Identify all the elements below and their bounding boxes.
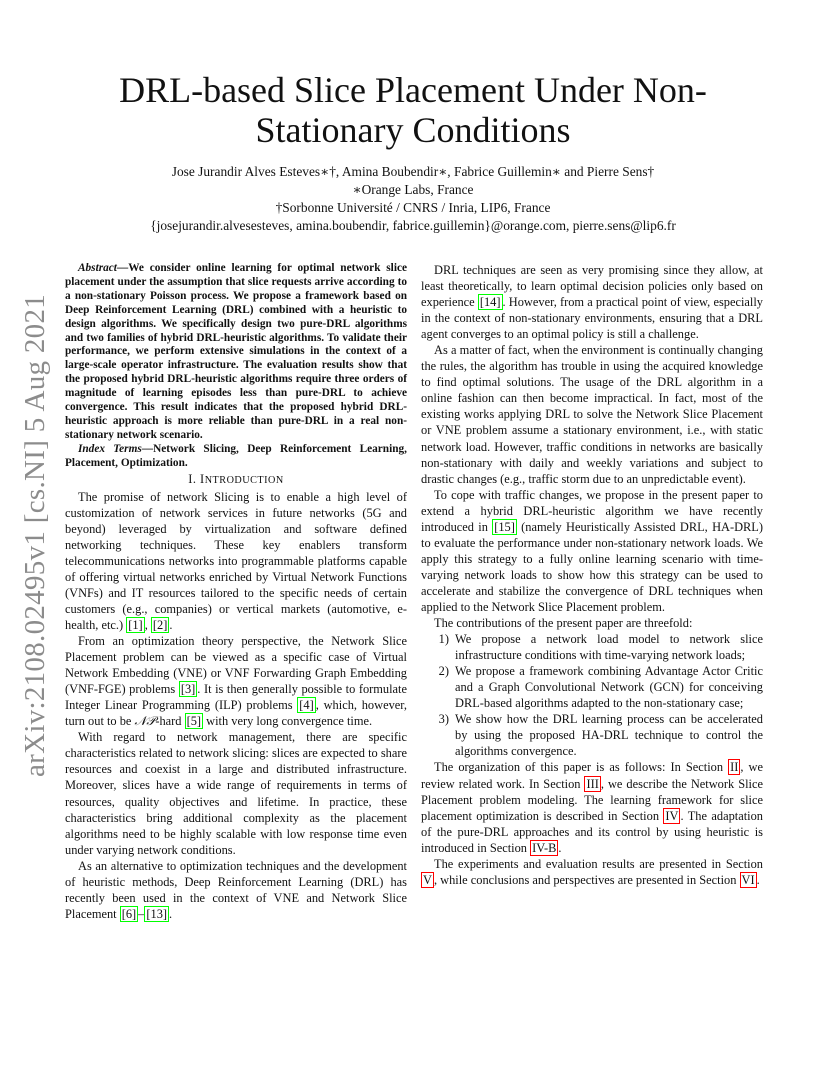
contributions-intro: The contributions of the present paper are threefold: (434, 616, 693, 631)
list-number: 1) (438, 632, 449, 647)
section-heading-introduction (65, 471, 407, 489)
text: with very long convergence time. (203, 714, 373, 729)
right-column (421, 262, 763, 888)
list-number: 3) (438, 712, 449, 727)
text: DRL techniques are seen as very promising since they allow, at least theoretically, to learn optimal decision policies only based on experience (421, 263, 763, 310)
author-emails: {josejurandir.alvesesteves, amina.boubendir, fabrice.guillemin}@orange.com, pierre.sens@lip6.fr (150, 218, 676, 233)
list-text: We propose a network load model to network slice infrastructure conditions with time-varying network loads; (455, 632, 763, 663)
intro-paragraph-1 (65, 489, 407, 633)
index-terms (65, 443, 407, 471)
text: As an alternative to optimization techniques and the development of heuristic methods, Deep Reinforcement Learning (DRL) has recently been used in the context of VNE and Network Slice Placement (65, 858, 407, 921)
abstract (65, 262, 407, 443)
arxiv-stamp-text: arXiv:2108.02495v1 [cs.NI] 5 Aug 2021 (19, 293, 52, 777)
citation-link[interactable]: [1] (128, 618, 143, 633)
organization-paragraph (421, 759, 763, 855)
text: . (169, 906, 173, 921)
citation-link[interactable]: [13] (146, 906, 168, 921)
text: (namely Heuristically Assisted DRL, HA-DRL) to evaluate the performance under non-stationary network loads. We apply this strategy to a fully online learning scenario with time-varying network loads to show how this strategy can be used to accelerate and stabilize the convergence of DRL techniques when applied to the Network Slice Placement problem. (421, 519, 763, 614)
list-number: 2) (438, 664, 449, 679)
np-symbol: 𝒩𝒫 (134, 714, 156, 729)
text: From an optimization theory perspective, the Network Slice Placement problem can be viewed as a specific case of Virtual Network Embedding (VNE) or VNF Forwarding Graph Embedding (VNF-FGE) problems (65, 634, 407, 697)
author-block (65, 163, 761, 235)
section-number: I. (188, 471, 201, 486)
affiliation-orange: ∗Orange Labs, France (352, 182, 474, 197)
paper-title: DRL-based Slice Placement Under Non-Stationary Conditions (119, 70, 707, 150)
list-item (421, 631, 763, 663)
section-title-rest: NTRODUCTION (204, 474, 284, 486)
list-text: We show how the DRL learning process can be accelerated by using the proposed HA-DRL technique to control the algorithms convergence. (455, 712, 763, 759)
text: . (169, 618, 173, 633)
intro-paragraph-7 (421, 487, 763, 615)
affiliation-sorbonne: †Sorbonne Université / CNRS / Inria, LIP6, France (275, 200, 551, 215)
text: , we describe the Network Slice Placement problem modeling. The learning framework for slice placement optimization is described in Section (421, 776, 763, 823)
text: . The adaptation of the pure-DRL approaches and its control by using heuristic is introduced in Section (421, 808, 763, 855)
citation-link[interactable]: [2] (152, 618, 168, 633)
text: , which, however, turn out to be (65, 698, 407, 729)
index-terms-label: Index Terms (78, 442, 142, 455)
abstract-label: Abstract (78, 262, 117, 274)
section-initial: I (200, 471, 205, 486)
contributions-list (421, 631, 763, 759)
author-names: Jose Jurandir Alves Esteves∗†, Amina Boubendir∗, Fabrice Guillemin∗ and Pierre Sens† (171, 164, 655, 179)
citation-link[interactable]: [14] (479, 295, 501, 310)
index-terms-text: —Network Slicing, Deep Reinforcement Learning, Placement, Optimization. (65, 442, 407, 469)
intro-paragraph-4 (65, 858, 407, 922)
section-link[interactable]: III (586, 776, 599, 791)
citation-link[interactable]: [4] (299, 698, 314, 713)
left-column (65, 262, 407, 922)
text: To cope with traffic changes, we propose in the present paper to extend a hybrid DRL-heuristic algorithm we have recently introduced in (421, 487, 763, 534)
text: The experiments and evaluation results are presented in Section (434, 856, 763, 871)
text: – (138, 906, 145, 921)
section-link[interactable]: II (730, 760, 739, 775)
abstract-text: —We consider online learning for optimal network slice placement under the assumption that slice requests arrive according to a non-stationary Poisson process. We propose a framework based on Deep Reinforcement Learning (DRL) combined with a heuristic to design algorithms. We specifically design two pure-DRL algorithms and two families of hybrid DRL-heuristic algorithms. To validate their performance, we perform extensive simulations in the context of a large-scale operator infrastructure. The evaluation results show that the proposed hybrid DRL-heuristic algorithms require three orders of magnitude of learning episodes less than pure-DRL to achieve convergence. This result indicates that the proposed hybrid DRL-heuristic approach is more reliable than pure-DRL in a real non-stationary network scenario. (65, 262, 407, 441)
text: . (558, 840, 562, 855)
text: . It is then generally possible to formulate Integer Linear Programming (ILP) problems (65, 682, 407, 713)
citation-link[interactable]: [5] (186, 714, 202, 729)
experiments-paragraph (421, 856, 763, 888)
text: The promise of network Slicing is to enable a high level of customization of network services in future networks (5G and beyond) leveraged by virtualization and software defined networking techniques. These key enablers transform telecommunications networks into programmable platforms capable of offering virtual networks enriched by Virtual Network Functions (VNFs) and IT resources tailored to the specific needs of certain customers (e.g., companies) or vertical markets (automotive, e-health, etc.) (65, 489, 407, 633)
text: . (756, 872, 760, 887)
arxiv-stamp (12, 293, 60, 777)
citation-link[interactable]: [3] (180, 682, 196, 697)
section-link[interactable]: IV (665, 808, 679, 823)
intro-paragraph-6: As a matter of fact, when the environment is continually changing the rules, the algorithm has trouble in using the acquired knowledge to find optimal solutions. The usage of the DRL algorithm in a online fashion can then become impractical. In fact, most of the existing works applying DRL to solve the Network Slice Placement or VNE problem assume a stationary environment, i.e., with static network load. However, traffic conditions in networks are basically non-stationary with daily and weekly variations and subject to drastic changes (e.g., traffic storm due to an unpredictable event). (421, 343, 763, 486)
section-link[interactable]: VI (741, 872, 755, 887)
intro-paragraph-2 (65, 633, 407, 729)
intro-paragraph-5 (421, 262, 763, 342)
section-link[interactable]: V (423, 872, 432, 887)
text: -hard (155, 714, 185, 729)
text: The organization of this paper is as follows: In Section (434, 760, 729, 775)
citation-link[interactable]: [6] (121, 906, 137, 921)
list-item (421, 663, 763, 711)
text: , (144, 618, 151, 633)
list-text: We propose a framework combining Advantage Actor Critic and a Graph Convolutional Network (GCN) for conceiving DRL-based algorithms adapted to the non-stationary case; (455, 664, 763, 711)
section-link[interactable]: IV-B (532, 840, 557, 855)
text: , we review related work. In Section (421, 760, 763, 791)
text: , while conclusions and perspectives are presented in Section (433, 872, 740, 887)
intro-paragraph-3: With regard to network management, there are specific characteristics related to network slicing: slices are expected to share resources and coexist in a large and distributed infrastructure. Moreover, slices have a wide range of requirements in terms of resources, quality objectives and lifetime. In practice, these characteristics bring additional complexity as the placement algorithms need to be highly scalable with low response time even under varying network conditions. (65, 730, 407, 857)
citation-link[interactable]: [15] (494, 519, 515, 534)
list-item (421, 711, 763, 759)
text: . However, from a practical point of view, especially in the context of non-stationary environments, ensuring that a DRL agent converges to an optimal policy is still a challenge. (421, 295, 763, 342)
